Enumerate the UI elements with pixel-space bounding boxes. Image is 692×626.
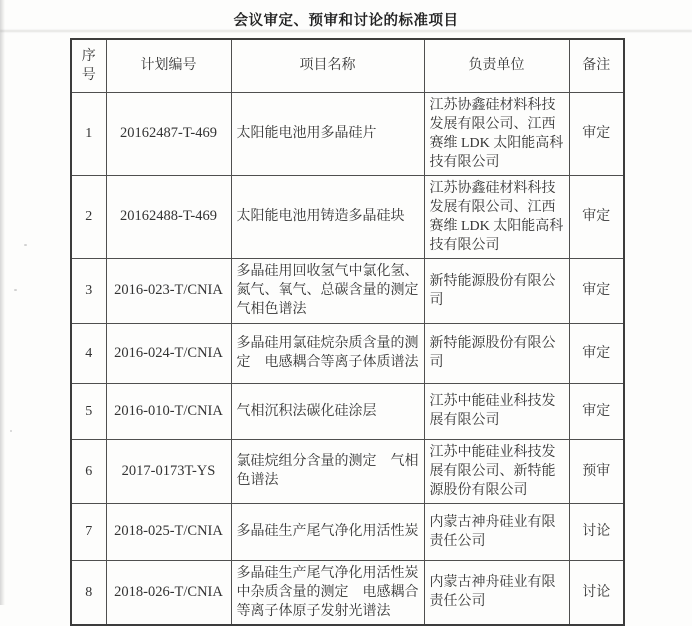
page-title: 会议审定、预审和讨论的标准项目 (233, 13, 459, 29)
plan-cell: 2018-026-T/CNIA (106, 560, 231, 625)
table-row (71, 175, 624, 258)
table-row (71, 439, 624, 503)
project-cell: 太阳能电池用铸造多晶硅块 (231, 175, 424, 258)
unit-cell: 江苏中能硅业科技发展有限公司、新特能源股份有限公司 (424, 439, 569, 503)
no-cell: 3 (71, 258, 106, 323)
scan-speck (24, 244, 27, 246)
standards-table (70, 38, 625, 626)
column-header-project: 项目名称 (231, 39, 424, 92)
table-row (71, 92, 624, 175)
remark-cell: 预审 (569, 439, 624, 503)
scan-edge-shadow (0, 0, 5, 605)
unit-cell: 内蒙古神舟硅业有限责任公司 (424, 560, 569, 625)
unit-cell: 江苏中能硅业科技发展有限公司 (424, 383, 569, 439)
no-cell: 6 (71, 439, 106, 503)
scan-streak-artifact (0, 30, 692, 32)
table-row (71, 503, 624, 560)
project-cell: 氯硅烷组分含量的测定 气相色谱法 (231, 439, 424, 503)
project-cell: 多晶硅生产尾气净化用活性炭中杂质含量的测定 电感耦合等离子体原子发射光谱法 (231, 560, 424, 625)
project-cell: 多晶硅用氯硅烷杂质含量的测定 电感耦合等离子体质谱法 (231, 323, 424, 383)
project-cell: 气相沉积法碳化硅涂层 (231, 383, 424, 439)
column-header-remark: 备注 (569, 39, 624, 92)
scan-speck (10, 430, 12, 432)
no-cell: 1 (71, 92, 106, 175)
column-header-no: 序号 (71, 39, 106, 92)
table-header-row (71, 39, 624, 92)
unit-cell: 内蒙古神舟硅业有限责任公司 (424, 503, 569, 560)
no-cell: 5 (71, 383, 106, 439)
table-row (71, 560, 624, 625)
remark-cell: 审定 (569, 323, 624, 383)
plan-cell: 20162487-T-469 (106, 92, 231, 175)
remark-cell: 审定 (569, 383, 624, 439)
no-cell: 8 (71, 560, 106, 625)
remark-cell: 讨论 (569, 503, 624, 560)
plan-cell: 2016-010-T/CNIA (106, 383, 231, 439)
plan-cell: 20162488-T-469 (106, 175, 231, 258)
table-row (71, 383, 624, 439)
table-body (71, 92, 624, 625)
unit-cell: 新特能源股份有限公司 (424, 258, 569, 323)
remark-cell: 讨论 (569, 560, 624, 625)
project-cell: 太阳能电池用多晶硅片 (231, 92, 424, 175)
project-cell: 多晶硅用回收氢气中氯化氢、氮气、氧气、总碳含量的测定 气相色谱法 (231, 258, 424, 323)
plan-cell: 2016-023-T/CNIA (106, 258, 231, 323)
plan-cell: 2016-024-T/CNIA (106, 323, 231, 383)
table-header (71, 39, 624, 92)
project-cell: 多晶硅生产尾气净化用活性炭 (231, 503, 424, 560)
table-row (71, 258, 624, 323)
column-header-unit: 负责单位 (424, 39, 569, 92)
table-row (71, 323, 624, 383)
plan-cell: 2017-0173T-YS (106, 439, 231, 503)
unit-cell: 江苏协鑫硅材料科技发展有限公司、江西赛维 LDK 太阳能高科技有限公司 (424, 175, 569, 258)
no-cell: 4 (71, 323, 106, 383)
remark-cell: 审定 (569, 258, 624, 323)
scan-speck (14, 289, 17, 291)
plan-cell: 2018-025-T/CNIA (106, 503, 231, 560)
unit-cell: 新特能源股份有限公司 (424, 323, 569, 383)
column-header-plan: 计划编号 (106, 39, 231, 92)
no-cell: 2 (71, 175, 106, 258)
unit-cell: 江苏协鑫硅材料科技发展有限公司、江西赛维 LDK 太阳能高科技有限公司 (424, 92, 569, 175)
remark-cell: 审定 (569, 175, 624, 258)
no-cell: 7 (71, 503, 106, 560)
remark-cell: 审定 (569, 92, 624, 175)
